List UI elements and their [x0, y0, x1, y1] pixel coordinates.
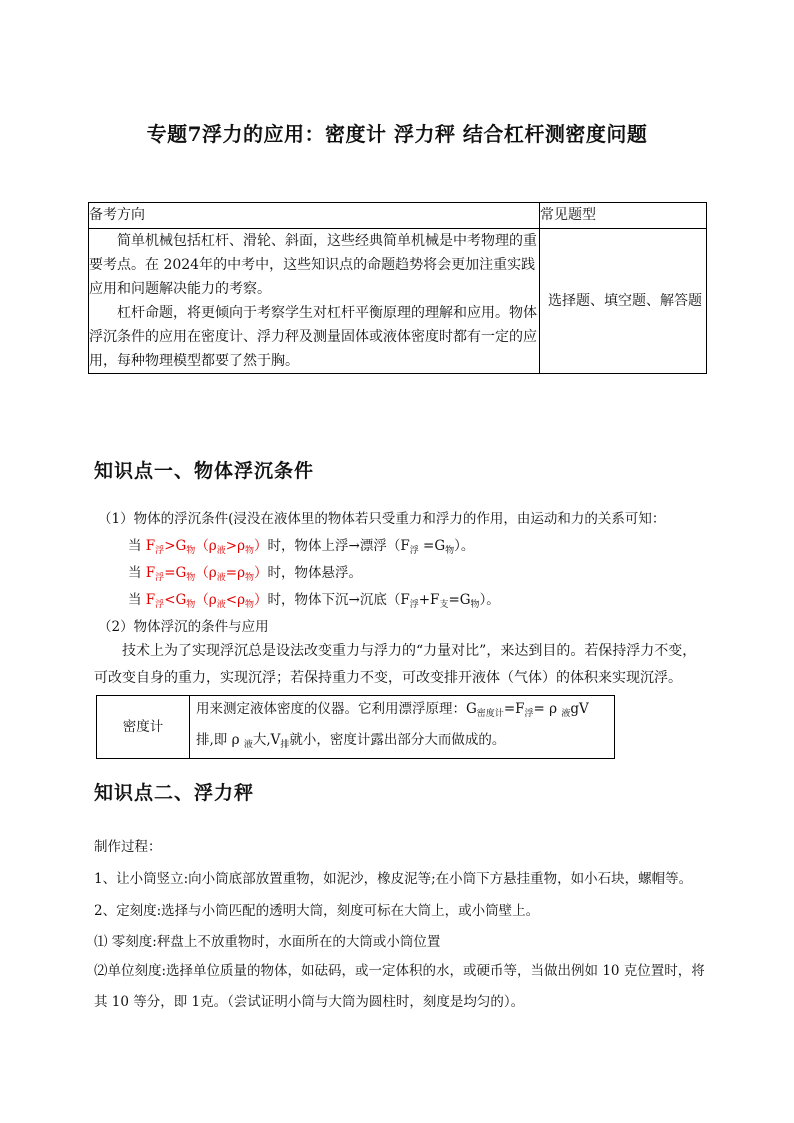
question-types-header: 常见题型 [540, 203, 707, 229]
process-substep: ⑵单位刻度:选择单位质量的物体，如砝码，或一定体积的水，或硬币等，当做出例如 10 克位置时，将其 10 等分，即 1克。（尝试证明小筒与大筒为圆柱时，刻度是均匀的）。 [94, 963, 705, 1010]
prep-paragraph: 简单机械包括杠杆、滑轮、斜面，这些经典简单机械是中考物理的重要考点。在 2024年的中考中，这些知识点的命题趋势将会更加注重实践应用和问题解决能力的考察。 [89, 233, 537, 297]
condition-float: 当 $F_浮>G_物(\rho_液>\rho_物)$时，物体上浮→漂浮$(F_浮 =G_物)$。 [128, 538, 475, 556]
hydrometer-label: 密度计 [97, 696, 190, 759]
process-intro: 制作过程： [94, 839, 162, 855]
prep-direction-body [89, 229, 540, 374]
condition-suspend: 当 $F_浮=G_物(\rho_液=\rho_物)$时，物体悬浮。 [128, 565, 363, 583]
process-step: 1、让小筒竖立:向小筒底部放置重物，如泥沙，橡皮泥等;在小筒下方悬挂重物，如小石块，螺帽等。 [94, 871, 693, 887]
hydrometer-table [96, 695, 615, 759]
section-heading: 知识点二、浮力秤 [94, 782, 255, 804]
prep-paragraph: 杠杆命题，将更倾向于考察学生对杠杆平衡原理的理解和应用。物体浮沉条件的应用在密度计、浮力秤及测量固体或液体密度时都有一定的应用，每种物理模型都要了然于胸。 [89, 305, 537, 369]
question-types-body: 选择题、填空题、解答题 [540, 229, 707, 374]
section-heading: 知识点一、物体浮沉条件 [94, 460, 315, 482]
application-heading: （2）物体浮沉的条件与应用 [98, 619, 269, 635]
process-substep: ⑴ 零刻度:秤盘上不放重物时，水面所在的大筒或小筒位置 [94, 934, 441, 950]
prep-direction-header: 备考方向 [89, 203, 540, 229]
exam-prep-table [88, 202, 707, 374]
application-paragraph: 技术上为了实现浮沉总是设法改变重力与浮力的“力量对比”，来达到目的。若保持浮力不变，可改变自身的重力，实现沉浮；若保持重力不变，可改变排开液体（气体）的体积来实现沉浮。 [94, 643, 697, 686]
condition-intro: （1）物体的浮沉条件(浸没在液体里的物体若只受重力和浮力的作用，由运动和力的关系可知： [98, 511, 666, 527]
page-title: 专题7浮力的应用：密度计 浮力秤 结合杠杆测密度问题 [146, 122, 648, 146]
condition-sink: 当 $F_浮<G_物(\rho_液<\rho_物)$时，物体下沉→沉底$(F_浮+F_支=G_物)$。 [128, 592, 500, 610]
hydrometer-description: 用来测定液体密度的仪器。它利用漂浮原理：$G_{密度计}=F_浮= \rho$ $_液$gV 排,即 ρ $_液$大$,V_排$就小，密度计露出部分大而做成的。 [190, 696, 615, 759]
process-step: 2、定刻度:选择与小筒匹配的透明大筒，刻度可标在大筒上，或小筒壁上。 [94, 903, 540, 919]
